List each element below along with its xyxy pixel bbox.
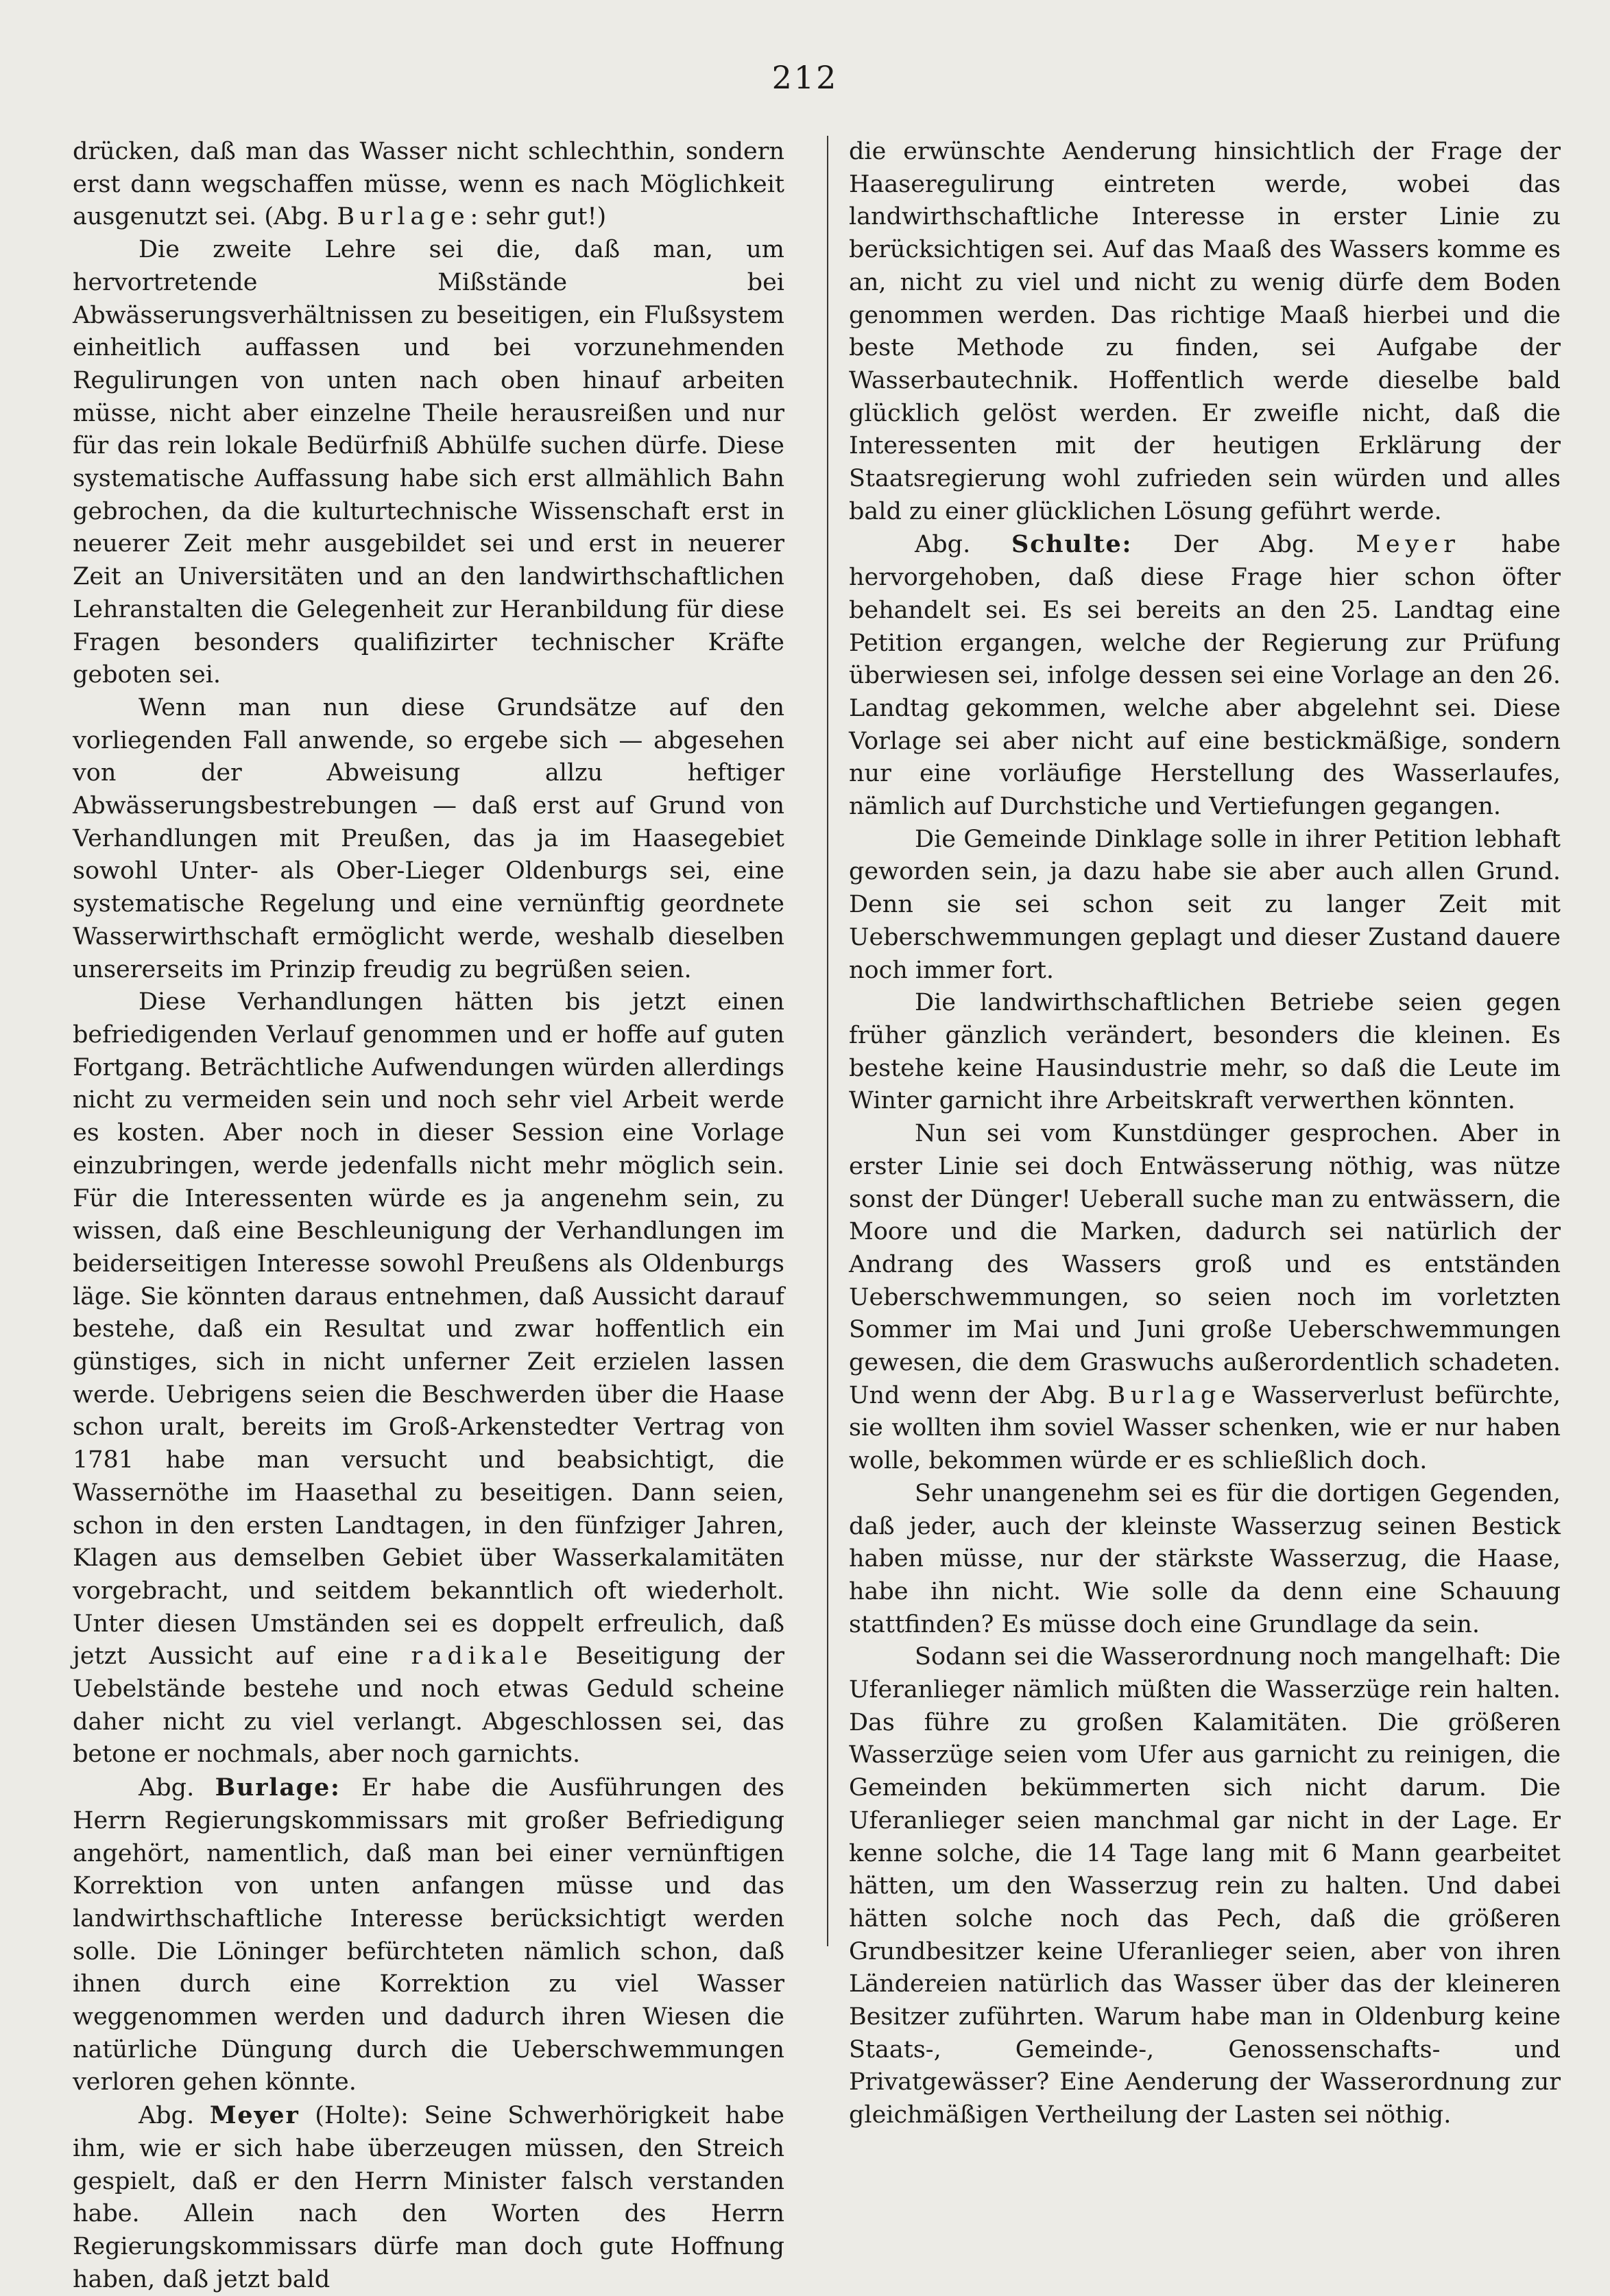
page-number: 212 [771, 59, 839, 96]
paragraph-text: Die Gemeinde Dinklage solle in ihrer Petition lebhaft geworden sein, ja dazu habe sie aber auch allen Grund. Denn sie sei schon seit zu langer Zeit mit Ueberschwemmungen geplagt und dieser Zustand dauere noch immer fort. [849, 825, 1561, 984]
left-column-paragraph [73, 692, 784, 986]
speaker-name: Burlage [337, 203, 470, 231]
speaker-name: radikale [411, 1642, 553, 1671]
left-column-paragraph [73, 1771, 784, 2099]
right-column-paragraph [849, 987, 1561, 1118]
right-column-paragraph [849, 1641, 1561, 2132]
paragraph-text: Wenn man nun diese Grundsätze auf den vorliegenden Fall anwende, so ergebe sich — abgesehen von der Abweisung allzu heftiger Abwässerungsbestrebungen — daß erst auf Grund von Verhandlungen mit Preußen, das ja im Haasegebiet sowohl Unter- als Ober-Lieger Oldenburgs sei, eine systematische Regelung und eine vernünftig geordnete Wasserwirthschaft ermöglicht werde, weshalb dieselben unsererseits im Prinzip freudig zu begrüßen seien. [73, 693, 784, 983]
left-column-paragraph [73, 2099, 784, 2296]
right-column-paragraph [849, 824, 1561, 988]
paragraph-text: Diese Verhandlungen hätten bis jetzt einen befriedigenden Verlauf genommen und er hoffe auf guten Fortgang. Beträchtliche Aufwendungen würden allerdings nicht zu vermeiden sein und noch sehr viel Arbeit werde es kosten. Aber noch in dieser Session eine Vorlage einzubringen, werde jedenfalls nicht mehr möglich sein. Für die Interessenten würde es ja angenehm sein, zu wissen, daß eine Beschleunigung der Verhandlungen im beiderseitigen Interesse sowohl Preußens als Oldenburgs läge. Sie könnten daraus entnehmen, daß Aussicht darauf bestehe, daß ein Resultat und zwar hoffentlich ein günstiges, sich in nicht unferner Zeit erzielen lassen werde. Uebrigens seien die Beschwerden über die Haase schon uralt, bereits im Groß-Arkenstedter Vertrag von 1781 habe man versucht und beabsichtigt, die Wassernöthe im Haasethal zu beseitigen. Dann seien, schon in den ersten Landtagen, in den fünfziger Jahren, Klagen aus demselben Gebiet über Wasserkalamitäten vorgebracht, und seitdem bekanntlich oft wiederholt. Unter diesen Umständen sei es doppelt erfreulich, daß jetzt Aussicht auf eine [73, 988, 784, 1671]
left-column-paragraph [73, 234, 784, 692]
right-column [849, 136, 1561, 2132]
paragraph-text: drücken, daß man das Wasser nicht schlechthin, sondern erst dann wegschaffen müsse, wenn es nach Möglichkeit ausgenutzt sei. (Abg. [73, 138, 784, 231]
paragraph-text: Die zweite Lehre sei die, daß man, um hervortretende Mißstände bei Abwässerungsverhältnissen zu beseitigen, ein Flußsystem einheitlich auffassen und bei vorzunehmenden Regulirungen von unten nach oben hinauf arbeiten müsse, nicht aber einzelne Theile herausreißen und nur für das rein lokale Bedürfniß Abhülfe suchen dürfe. Diese systematische Auffassung habe sich erst allmählich Bahn gebrochen, da die kulturtechnische Wissenschaft erst in neuerer Zeit mehr ausgebildet sei und erst in neuerer Zeit an Universitäten und an den landwirthschaftlichen Lehranstalten die Gelegenheit zur Heranbildung für diese Fragen besonders qualifizirter technischer Kräfte geboten sei. [73, 236, 784, 689]
paragraph-text: Die landwirthschaftlichen Betriebe seien gegen früher gänzlich verändert, besonders die kleinen. Es bestehe keine Hausindustrie mehr, so daß die Leute im Winter garnicht ihre Arbeitskraft verwerthen könnten. [849, 989, 1561, 1115]
paragraph-text: Sodann sei die Wasserordnung noch mangelhaft: Die Uferanlieger nämlich müßten die Wasserzüge rein halten. Das führe zu großen Kalamitäten. Die größeren Wasserzüge seien vom Ufer aus garnicht zu reinigen, die Gemeinden bekümmerten sich nicht darum. Die Uferanlieger seien manchmal gar nicht in der Lage. Er kenne solche, die 14 Tage lang mit 6 Mann gearbeitet hätten, um den Wasserzug rein zu halten. Und dabei hätten solche noch das Pech, daß die größeren Grundbesitzer keine Uferanlieger seien, aber von ihren Ländereien natürlich das Wasser über das der kleineren Besitzer zuführten. Warum habe man in Oldenburg keine Staats-, Gemeinde-, Genossenschafts- und Privatgewässer? Eine Aenderung der Wasserordnung zur gleichmäßigen Vertheilung der Lasten sei nöthig. [849, 1643, 1561, 2129]
left-column-paragraph [73, 986, 784, 1771]
paragraph-text: Der Abg. [1132, 531, 1356, 559]
paragraph-text: Beseitigung der Uebelstände bestehe und noch etwas Geduld scheine daher nicht zu viel verlangt. Abgeschlossen sei, das betone er nochmals, aber noch garnichts. [73, 1642, 784, 1769]
paragraph-text: Er habe die Ausführungen des Herrn Regierungskommissars mit großer Befriedigung angehört, namentlich, daß man bei einer vernünftigen Korrektion von unten anfangen müsse und das landwirthschaftliche Interesse berücksichtigt werden solle. Die Löninger befürchteten nämlich schon, daß ihnen durch eine Korrektion zu viel Wasser weggenommen werden und dadurch ihren Wiesen die natürliche Düngung durch die Ueberschwemmungen verloren gehen könnte. [73, 1774, 784, 2096]
speaker-name: Schulte: [1011, 530, 1133, 559]
speaker-name: Burlage: [215, 1773, 341, 1802]
paragraph-text: Abg. [915, 531, 1012, 559]
paragraph-text: : sehr gut!) [470, 203, 607, 231]
paragraph-text: Wasserverlust befürchte, sie wollten ihm soviel Wasser schenken, wie er nur haben wolle, bekommen würde er es schließlich doch. [849, 1381, 1561, 1475]
paragraph-text: (Holte): Seine Schwerhörigkeit habe ihm, wie er sich habe überzeugen müssen, den Streich gespielt, daß er den Herrn Minister falsch verstanden habe. Allein nach den Worten des Herrn Regierungskommissars dürfe man doch gute Hoffnung haben, daß jetzt bald [73, 2102, 784, 2293]
paragraph-text: Abg. [139, 2102, 210, 2130]
right-column-paragraph [849, 136, 1561, 528]
paragraph-text: habe hervorgehoben, daß diese Frage hier schon öfter behandelt sei. Es sei bereits an den 25. Landtag eine Petition ergangen, welche der Regierung zur Prüfung überwiesen sei, infolge dessen sei eine Vorlage an den 26. Landtag gekommen, welche aber abgelehnt sei. Diese Vorlage sei aber nicht auf eine bestickmäßige, sondern nur eine vorläufige Herstellung des Wasserlaufes, nämlich auf Durchstiche und Vertiefungen gegangen. [849, 531, 1561, 821]
speaker-name: Meyer [209, 2101, 300, 2130]
column-divider [827, 136, 828, 1946]
paragraph-text: Nun sei vom Kunstdünger gesprochen. Aber in erster Linie sei doch Entwässerung nöthig, was nütze sonst der Dünger! Ueberall suche man zu entwässern, die Moore und die Marken, dadurch sei natürlich der Andrang des Wassers groß und es entständen Ueberschwemmungen, so seien noch im vorletzten Sommer im Mai und Juni große Ueberschwemmungen gewesen, die dem Graswuchs außerordentlich schadeten. Und wenn der Abg. [849, 1120, 1561, 1409]
paragraph-text: Abg. [139, 1774, 215, 1802]
paragraph-text: die erwünschte Aenderung hinsichtlich der Frage der Haaseregulirung eintreten werde, wobei das landwirthschaftliche Interesse in erster Linie zu berücksichtigen sei. Auf das Maaß des Wassers komme es an, nicht zu viel und nicht zu wenig dürfe dem Boden genommen werden. Das richtige Maaß hierbei und die beste Methode zu finden, sei Aufgabe der Wasserbautechnik. Hoffentlich werde dieselbe bald glücklich gelöst werden. Er zweifle nicht, daß die Interessenten mit der heutigen Erklärung der Staatsregierung wohl zufrieden sein würden und alles bald zu einer glücklichen Lösung geführt werde. [849, 138, 1561, 525]
left-column [73, 136, 784, 2296]
left-column-paragraph [73, 136, 784, 234]
right-column-paragraph [849, 1118, 1561, 1478]
right-column-paragraph [849, 1478, 1561, 1642]
speaker-name: Burlage [1107, 1381, 1241, 1409]
speaker-name: Meyer [1356, 531, 1461, 559]
paragraph-text: Sehr unangenehm sei es für die dortigen Gegenden, daß jeder, auch der kleinste Wasserzug seinen Bestick haben müsse, nur der stärkste Wasserzug, die Haase, habe ihn nicht. Wie solle da denn eine Schauung stattfinden? Es müsse doch eine Grundlage da sein. [849, 1479, 1561, 1638]
right-column-paragraph [849, 528, 1561, 823]
